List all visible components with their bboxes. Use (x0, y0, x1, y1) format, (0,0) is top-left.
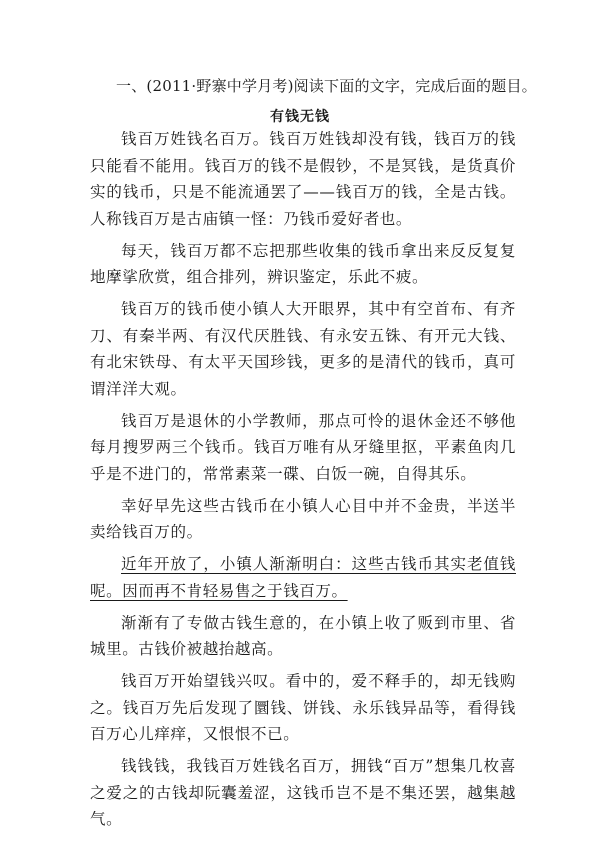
paragraph: 钱百万姓钱名百万。钱百万姓钱却没有钱，钱百万的钱只能看不能用。钱百万的钱不是假钞，不是冥钱，是货真价实的钱币，只是不能流通罢了——钱百万的钱，全是古钱。人称钱百万是古庙镇一怪：乃钱币爱好者也。 (90, 130, 516, 228)
paragraph: 钱钱钱，我钱百万姓钱名百万，拥钱“百万”想集几枚喜之爱之的古钱却阮囊羞涩，这钱币岂不是不集还罢，越集越气。 (90, 757, 516, 828)
underlined-paragraph (90, 551, 516, 604)
paragraph: 钱百万是退休的小学教师，那点可怜的退休金还不够他每月搜罗两三个钱币。钱百万唯有从牙缝里抠，平素鱼肉几乎是不进门的，常常素菜一碟、白饭一碗，自得其乐。 (90, 411, 516, 483)
paragraph: 钱百万的钱币使小镇人大开眼界，其中有空首布、有齐刀、有秦半两、有汉代厌胜钱、有永安五铢、有开元大钱、有北宋铁母、有太平天国珍钱，更多的是清代的钱币，真可谓洋洋大观。 (90, 300, 516, 398)
paragraph: 渐渐有了专做古钱生意的，在小镇上收了贩到市里、省城里。古钱价被越抬越高。 (90, 613, 516, 658)
paragraph: 每天，钱百万都不忘把那些收集的钱币拿出来反反复复地摩挲欣赏，组合排列，辨识鉴定，乐此不疲。 (90, 241, 516, 286)
paragraph: 钱百万开始望钱兴叹。看中的，爱不释手的，却无钱购之。钱百万先后发现了圜钱、饼钱、永乐钱异品等，看得钱百万心儿痒痒，又恨恨不已。 (90, 672, 516, 743)
underlined-sentence: 近年开放了，小镇人渐渐明白：这些古钱币其实老值钱呢。因而再不肯轻易售之于钱百万。 (90, 555, 516, 600)
question-heading: 一、(2011·野寨中学月考)阅读下面的文字，完成后面的题目。 (116, 77, 537, 95)
paragraph: 幸好早先这些古钱币在小镇人心目中并不金贵，半送半卖给钱百万的。 (90, 496, 516, 541)
article-title: 有钱无钱 (270, 109, 330, 125)
article-body (90, 126, 516, 838)
